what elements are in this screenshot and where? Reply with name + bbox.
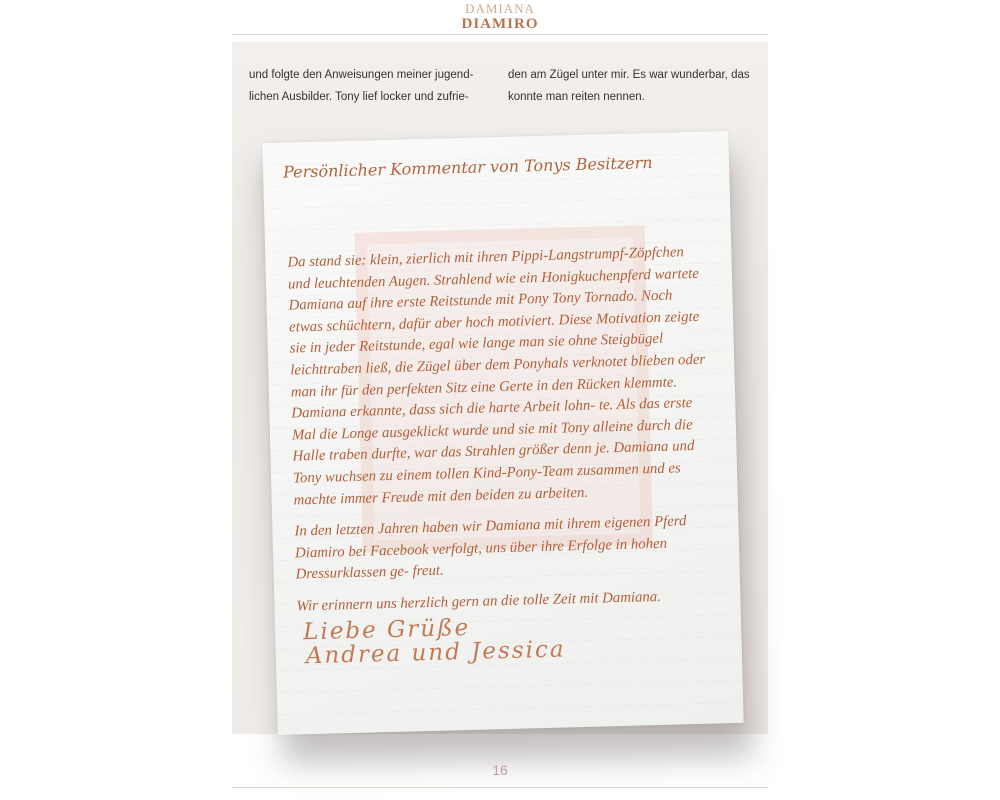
handwritten-signature xyxy=(303,610,704,668)
brand-name-bottom: DIAMIRO xyxy=(461,16,539,32)
note-paragraph: Da stand sie: klein, zierlich mit ihren Pippi-Langstrumpf-Zöpfchen und leuchtenden Augen. Strahlend wie ein Honigkuchenpferd wartete Damiana auf ihre erste Reitstunde mit Pony Tony Tornado. Noch etwas schüchtern, dafür aber hoch motiviert. Diese Motivation zeigte sie in jeder Reitstunde, egal wie lange man sie ohne Steigbügel leichttraben ließ, die Zügel über dem Ponyhals verknotet blieben oder man ihr für den perfekten Sitz eine Gerte in den Rücken klemmte. Damiana erkannte, dass sich die harte Arbeit lohn- te. Als das erste Mal die Longe ausgeklickt wurde und sie mit Tony alleine durch die Halle traben durfte, war das Strahlen größer denn je. Damiana und Tony wuchsen zu einem tollen Kind-Pony-Team zusammen und es machte immer Freude mit den beiden zu arbeiten. xyxy=(287,244,706,509)
note-paragraph: In den letzten Jahren haben wir Damiana mit ihrem eigenen Pferd Diamiro bei Facebook verfolgt, uns über ihre Erfolge in hohen Dressurklassen ge- freut. xyxy=(294,513,687,583)
signature-greeting: Liebe Grüße xyxy=(302,614,471,646)
intro-text-left: und folgte den Anweisungen meiner jugend- lichen Ausbilder. Tony lief locker und zufrie- xyxy=(249,69,474,103)
page-header xyxy=(232,0,768,35)
note-paragraph: Wir erinnern uns herzlich gern an die tolle Zeit mit Damiana. xyxy=(296,588,662,615)
brand-name-top: DAMIANA xyxy=(465,1,535,16)
footer-divider xyxy=(232,787,768,788)
page-number: 16 xyxy=(492,762,508,778)
signature-names: Andrea und Jessica xyxy=(305,636,566,670)
note-title: Persönlicher Kommentar von Tonys Besitzern xyxy=(282,152,653,182)
comment-note xyxy=(262,131,743,735)
note-body xyxy=(287,242,717,628)
intro-text-right: den am Zügel unter mir. Es war wunderbar, das konnte man reiten nennen. xyxy=(508,69,750,103)
